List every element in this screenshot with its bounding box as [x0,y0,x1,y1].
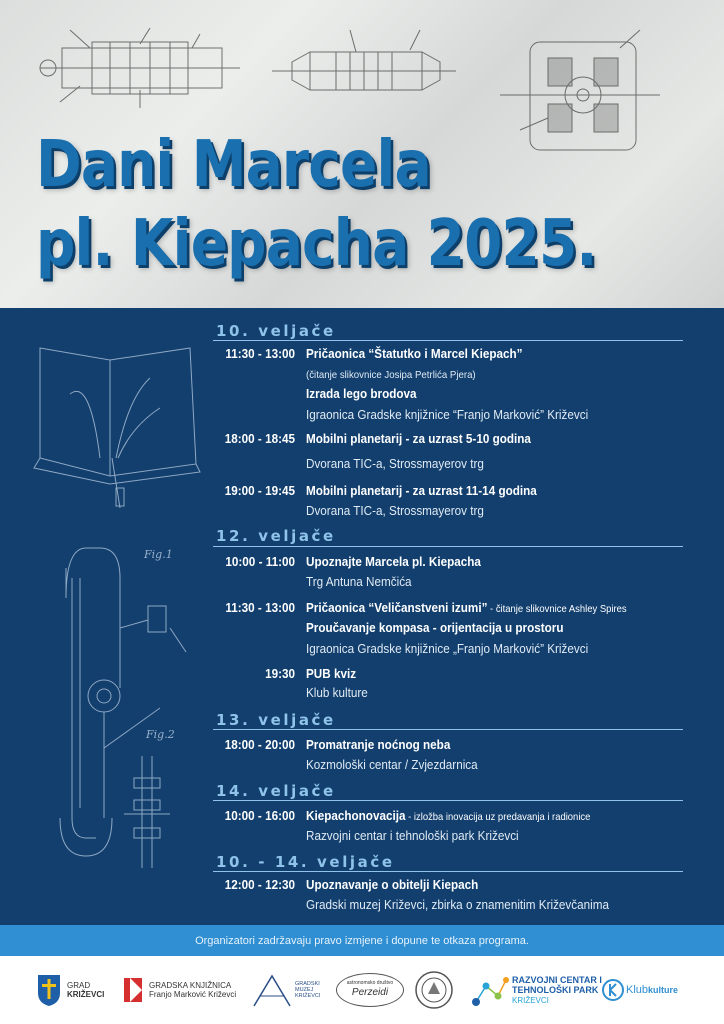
grad-logo-line2: KRIŽEVCI [67,990,105,999]
rctp-logo-line3: KRIŽEVCI [512,995,549,1005]
event-location: Igraonica Gradske knjižnice „Franjo Marković” Križevci [306,641,589,656]
event-time: 18:00 - 18:45 [224,431,295,446]
knjiznica-logo-line1: GRADSKA KNJIŽNICA [149,980,232,990]
event-location: Klub kulture [306,685,368,700]
day-rule [213,546,683,547]
event-title: Mobilni planetarij - za uzrast 5-10 godina [306,431,531,446]
knjiznica-logo-line2: Franjo Marković Križevci [149,990,237,999]
motor-sketch-middle-icon [272,30,456,90]
event-time: 10:00 - 11:00 [225,554,295,569]
event-time: 11:30 - 13:00 [225,346,295,361]
event-title: Upoznajte Marcela pl. Kiepacha [306,554,481,569]
book-compass-sketch-icon [34,348,200,508]
title-line-1: Dani Marcela [36,128,431,202]
klub-kulture-logo [602,970,678,1010]
event-title-2: Izrada lego brodova [306,386,417,401]
day-heading: 13. veljače [216,711,336,729]
day-heading: 10. - 14. veljače [216,853,395,871]
day-heading: 12. veljače [216,527,336,545]
event-location: Dvorana TIC-a, Strossmayerov trg [306,503,484,518]
event-title-2: Proučavanje kompasa - orijentacija u prostoru [306,620,564,635]
muzej-logo-line1: GRADSKI [295,980,320,987]
event-location: Trg Antuna Nemčića [306,574,412,589]
gradska-knjiznica-logo [122,970,236,1010]
event-location: Gradski muzej Križevci, zbirka o znamenitim Križevčanima [306,897,609,912]
museum-mark-icon [252,972,292,1008]
institution-seal-logo [414,970,454,1010]
klub-logo-line2: kulture [648,984,679,995]
gradski-muzej-logo [252,970,320,1010]
day-rule [213,871,683,872]
title-line-2: pl. Kiepacha 2025. [36,207,597,281]
fig1-label: Fig.1 [144,548,173,561]
tube-apparatus-sketch-icon [60,548,186,856]
event-title: Pričaonica “Veličanstveni izumi” - čitanje slikovnice Ashley Spires [306,600,627,615]
perzeidi-logo-line2: Perzeidi [351,987,389,999]
muzej-logo-line3: KRIŽEVCI [295,993,321,1000]
day-rule [213,340,683,341]
event-location: Kozmološki centar / Zvjezdarnica [306,757,478,772]
valve-sketch-icon [124,756,170,868]
header-banner [0,0,724,308]
grad-krizevci-logo [36,970,104,1010]
city-crest-icon [36,973,62,1007]
event-time: 11:30 - 13:00 [225,600,295,615]
event-title: Pričaonica “Štatutko i Marcel Kiepach” [306,346,523,361]
klub-k-icon [602,979,624,1001]
grad-logo-line1: GRAD [67,980,91,990]
event-title: Promatranje noćnog neba [306,737,451,752]
event-time: 12:00 - 12:30 [224,877,295,892]
event-time: 10:00 - 16:00 [224,808,295,823]
fig2-label: Fig.2 [146,728,175,741]
rctp-logo-line2: TEHNOLOŠKI PARK [512,985,599,996]
day-heading: 14. veljače [216,782,336,800]
rctp-logo [470,970,602,1010]
rctp-logo-line1: RAZVOJNI CENTAR I [512,975,602,986]
event-location: Razvojni centar i tehnološki park Križevci [306,828,519,843]
event-location: Igraonica Gradske knjižnice “Franjo Marković” Križevci [306,407,589,422]
disclaimer-bar [0,925,724,956]
motor-sketch-left-icon [40,28,240,108]
perzeidi-logo [336,970,404,1010]
sponsor-footer [0,956,724,1024]
day-heading: 10. veljače [216,322,336,340]
event-time: 19:30 [265,666,295,681]
day-rule [213,800,683,801]
klub-logo-line1: Klub [626,983,649,996]
event-note: (čitanje slikovnice Josipa Petrlića Pjera) [306,369,476,381]
motor-cross-section-icon [500,30,660,150]
muzej-logo-line2: MUZEJ [295,986,314,993]
event-time: 19:00 - 19:45 [224,483,295,498]
perzeidi-logo-line1: astronomsko društvo [346,980,394,987]
network-nodes-icon [470,972,510,1008]
event-title: Kiepachonovacija - izložba inovacija uz predavanja i radionice [306,808,591,823]
event-location: Dvorana TIC-a, Strossmayerov trg [306,456,484,471]
event-time: 18:00 - 20:00 [224,737,295,752]
seal-emblem-icon [414,970,454,1010]
disclaimer-text: Organizatori zadržavaju pravo izmjene i dopune te otkaza programa. [195,934,529,947]
program-panel [0,308,724,925]
event-title: PUB kviz [306,666,357,681]
library-book-icon [122,976,144,1004]
day-rule [213,729,683,730]
event-title: Mobilni planetarij - za uzrast 11-14 godina [306,483,537,498]
event-title: Upoznavanje o obitelji Kiepach [306,877,479,892]
